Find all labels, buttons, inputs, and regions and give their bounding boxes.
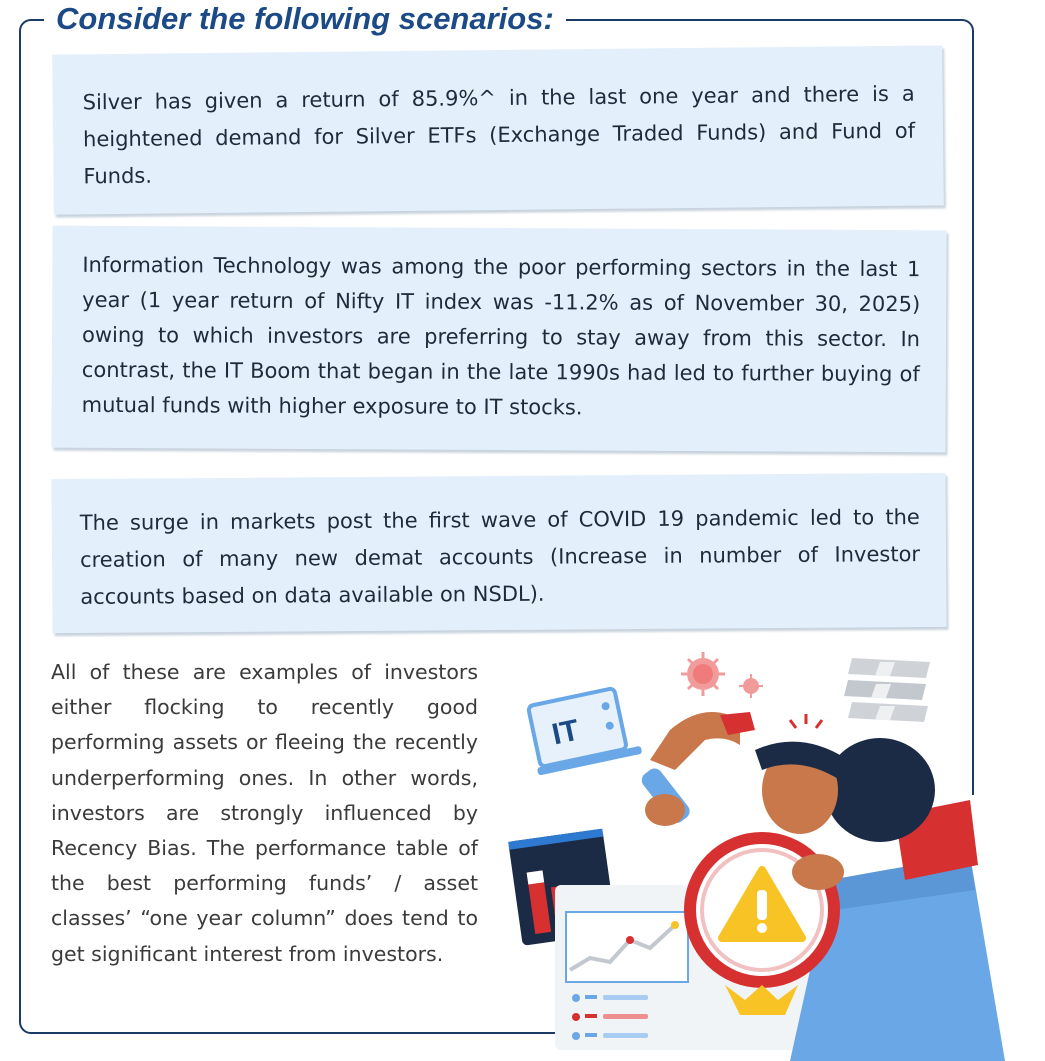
scenario-card-silver: [52, 45, 944, 214]
laptop-it-icon: [524, 685, 642, 776]
summary-paragraph: All of these are examples of investors either flocking to recently good performing assets or fleeing the recently underperforming ones. In other words, investors are strongly influenced by Recency Bias. The performance table of the best performing funds’ / asset classes’ “one year column” does tend to get significant interest from investors.: [51, 660, 478, 966]
alert-marks-icon: [790, 714, 822, 728]
scenario-text: Silver has given a return of 85.9%^ in the last one year and there is a heightened demand for Silver ETFs (Exchange Traded Funds) and Fund of Funds.: [82, 81, 916, 189]
laptop-label: IT: [549, 713, 583, 752]
recency-bias-illustration: [500, 640, 1045, 1061]
scenario-text: The surge in markets post the first wave of COVID 19 pandemic led to the creation of many new demat accounts (Increase in number of Investor accounts based on data available on NSDL).: [79, 505, 921, 609]
scenario-card-covid: [51, 473, 946, 633]
section-title: Consider the following scenarios:: [44, 0, 566, 38]
scenario-card-it-sector: [51, 226, 946, 453]
virus-icon: [681, 652, 725, 696]
scenario-text: Information Technology was among the poor performing sectors in the last 1 year (1 year return of Nifty IT index was -11.2% as of November 30, 2025) owing to which investors are preferring to stay away from this sector. In contrast, the IT Boom that began in the late 1990s had led to further buying of mutual funds with higher exposure to IT stocks.: [81, 252, 921, 420]
silver-bars-icon: [844, 658, 930, 722]
virus-icon: [739, 674, 763, 698]
